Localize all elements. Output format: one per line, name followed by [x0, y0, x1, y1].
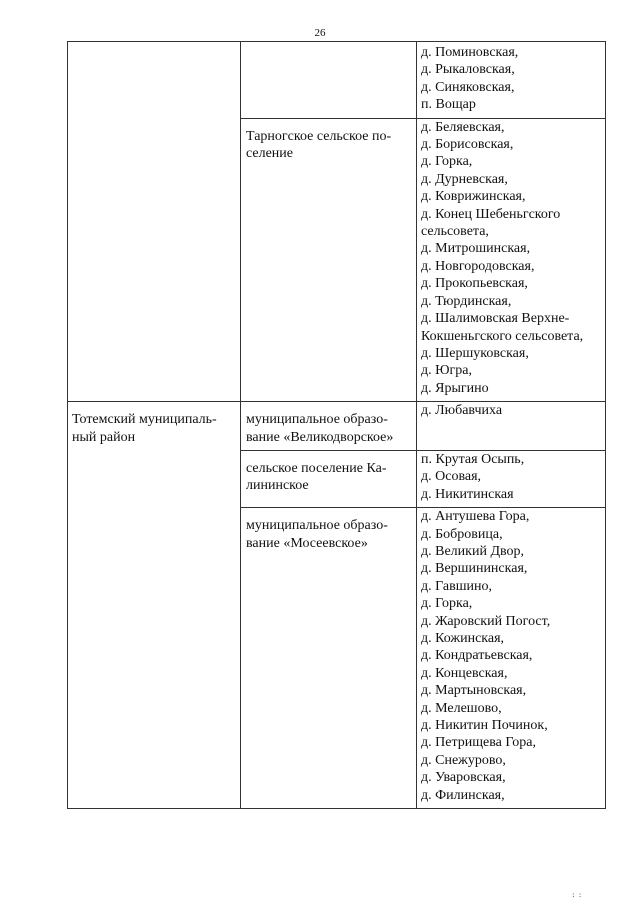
place-item: д. Никитинская — [421, 486, 514, 502]
place-item: д. Конец Шебеньгского сельсовета, — [421, 206, 561, 240]
place-item: д. Жаровский Погост, — [421, 613, 551, 629]
place-item: д. Гавшино, — [421, 578, 492, 594]
settlement-cell — [241, 450, 417, 507]
place-item: д. Коврижинская, — [421, 189, 526, 205]
place-item: д. Любавчиха — [421, 403, 503, 419]
district-cell — [68, 42, 241, 402]
place-item: д. Поминовская, — [421, 45, 519, 60]
place-item: д. Шершуковская, — [421, 345, 529, 361]
district-cell — [68, 402, 241, 809]
place-item: д. Горка, — [421, 154, 473, 170]
place-item: п. Крутая Осыпь, — [421, 451, 525, 467]
place-item: д. Дурневская, — [421, 171, 508, 187]
place-item: д. Синяковская, — [421, 79, 515, 95]
place-item: д. Осовая, — [421, 469, 482, 485]
place-item: д. Концевская, — [421, 665, 508, 681]
page-number: 26 — [314, 27, 326, 39]
settlement-name: муниципальное образо- вание «Мосеевское» — [246, 518, 388, 551]
place-item: д. Рыкаловская, — [421, 62, 515, 78]
table-row — [68, 42, 606, 119]
settlement-name: сельское поселение Ка- лининское — [246, 460, 387, 494]
settlements-table — [67, 41, 606, 809]
place-item: д. Петрищева Гора, — [421, 735, 536, 751]
district-name: Тотемский муниципаль- ный район — [72, 412, 217, 445]
place-item: д. Мелешово, — [421, 700, 502, 716]
place-item: д. Митрошинская, — [421, 241, 531, 257]
place-item: д. Горка, — [421, 596, 473, 612]
place-item: д. Новгородовская, — [421, 258, 535, 274]
place-item: д. Кондратьевская, — [421, 648, 533, 664]
settlement-cell — [241, 402, 417, 451]
places-cell — [417, 508, 606, 809]
settlement-name: Тарногское сельское по- селение — [246, 128, 392, 162]
place-item: д. Беляевская, — [421, 119, 505, 135]
place-item: д. Никитин Починок, — [421, 718, 548, 734]
table-row — [68, 402, 606, 451]
places-cell — [417, 118, 606, 402]
place-item: д. Тюрдинская, — [421, 293, 512, 309]
settlement-cell — [241, 508, 417, 809]
place-item: д. Прокопьевская, — [421, 276, 528, 292]
place-item: д. Борисовская, — [421, 137, 514, 153]
place-item: д. Югра, — [421, 363, 472, 379]
place-item: д. Великий Двор, — [421, 543, 525, 559]
place-item: д. Мартыновская, — [421, 683, 527, 699]
place-item: д. Ярыгино — [421, 380, 489, 396]
places-cell — [417, 402, 606, 451]
place-item: д. Вершининская, — [421, 561, 528, 577]
place-item: д. Снежурово, — [421, 752, 506, 768]
places-cell — [417, 42, 606, 119]
corner-marks: ։ ։ — [572, 890, 583, 899]
settlement-cell — [241, 118, 417, 402]
place-item: д. Кожинская, — [421, 631, 505, 646]
place-item: д. Антушева Гора, — [421, 509, 530, 525]
place-item: д. Шалимовская Верхне-Кокшеньгского сельсовета, — [421, 311, 584, 344]
place-item: д. Филинская, — [421, 787, 505, 803]
settlement-cell — [241, 42, 417, 119]
place-item: д. Уваровская, — [421, 770, 506, 786]
place-item: д. Бобровица, — [421, 526, 503, 542]
settlement-name: муниципальное образо- вание «Великодворское» — [246, 412, 394, 445]
places-cell — [417, 450, 606, 507]
place-item: п. Вощар — [421, 97, 476, 113]
